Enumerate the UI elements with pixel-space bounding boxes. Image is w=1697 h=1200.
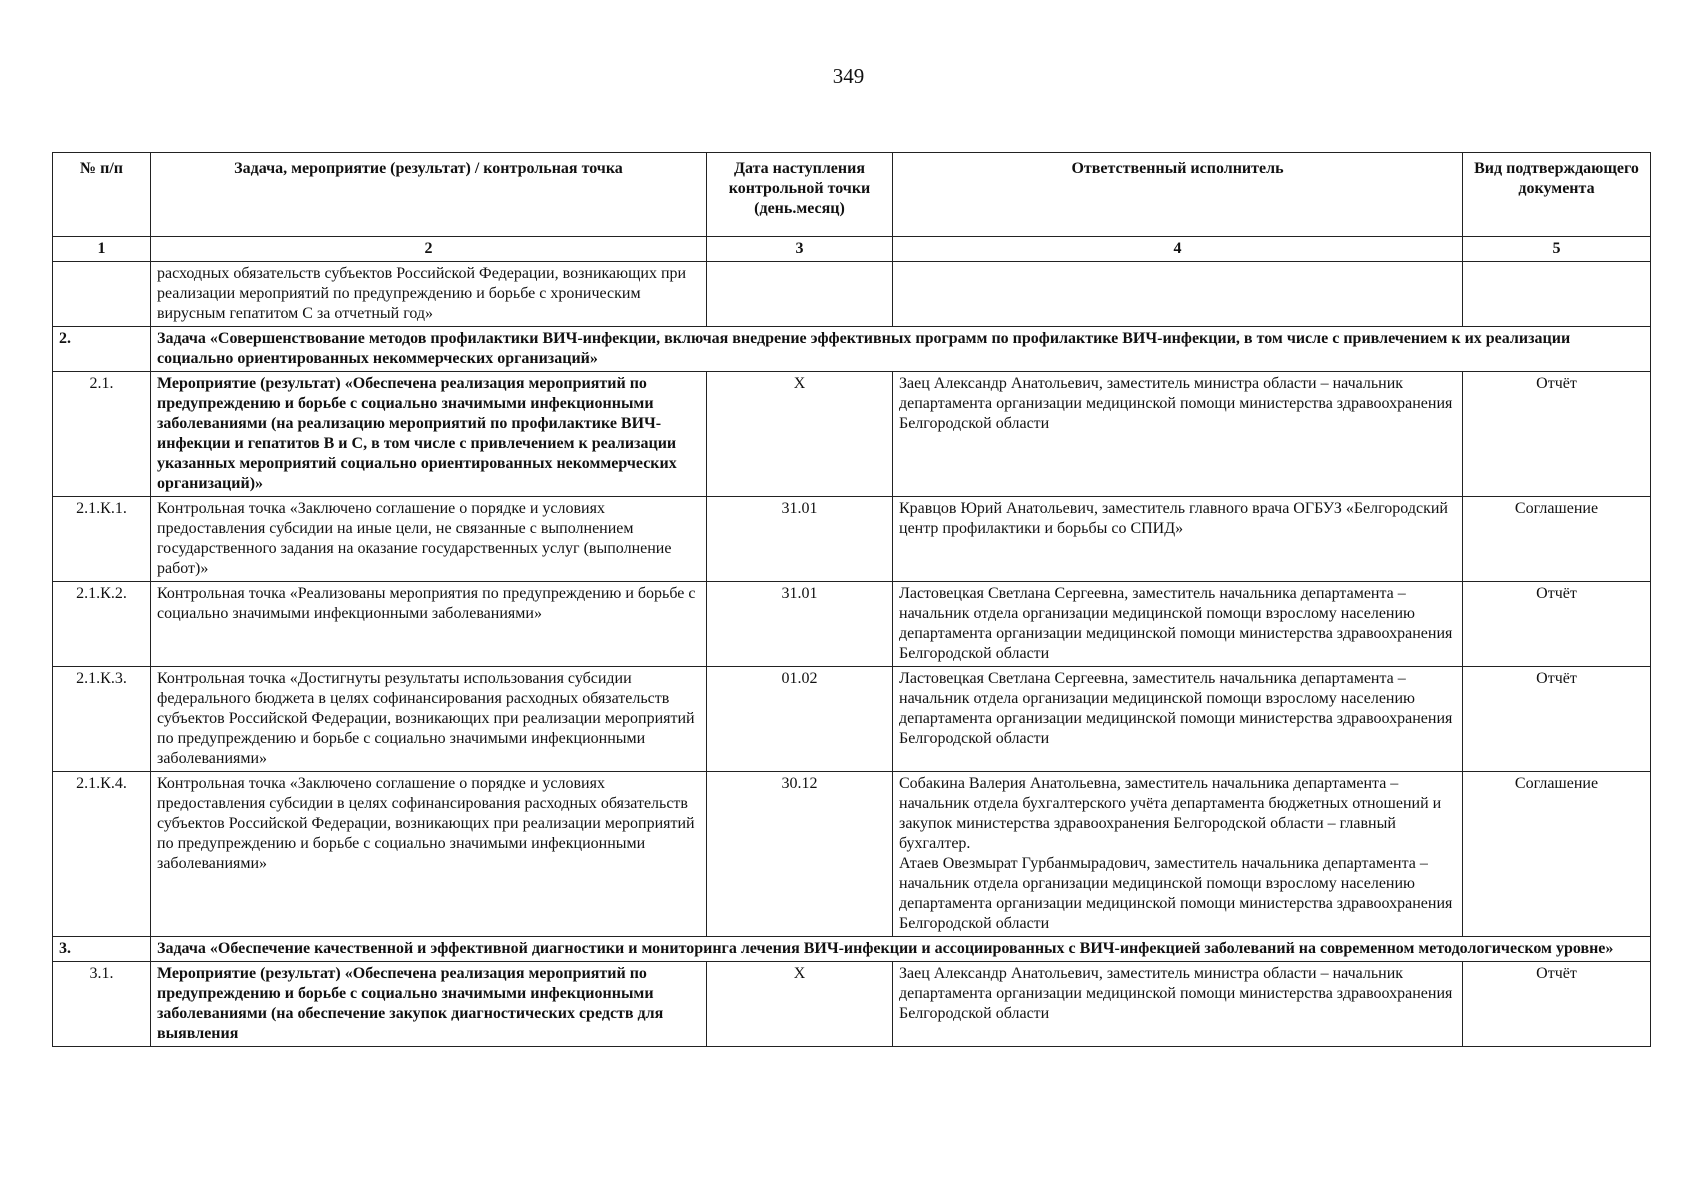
- row-executor: Ластовецкая Светлана Сергеевна, заместитель начальника департамента – начальник отдела организации медицинской помощи взрослому населению департамента организации медицинской помощи министерства здравоохранения Белгородской области: [893, 667, 1463, 772]
- task-row: [53, 937, 1651, 962]
- row-text: Мероприятие (результат) «Обеспечена реализация мероприятий по предупреждению и борьбе с социально значимыми инфекционными заболеваниями (на обеспечение закупок диагностических средств для выявления: [151, 962, 707, 1047]
- row-date: Х: [707, 372, 893, 497]
- control-points-table: [52, 152, 1651, 1047]
- row-text: Мероприятие (результат) «Обеспечена реализация мероприятий по предупреждению и борьбе с социально значимыми инфекционными заболеваниями (на реализацию мероприятий по профилактике ВИЧ-инфекции и гепатитов В и С, в том числе с привлечением к реализации указанных мероприятий социально ориентированных некоммерческих организаций)»: [151, 372, 707, 497]
- executor-entry: Атаев Овезмырат Гурбанмырадович, заместитель начальника департамента – начальник отдела организации медицинской помощи взрослому населению департамента организации медицинской помощи министерства здравоохранения Белгородской области: [899, 855, 1453, 932]
- task-text: Задача «Совершенствование методов профилактики ВИЧ-инфекции, включая внедрение эффективных программ по профилактике ВИЧ-инфекции, в том числе с привлечением к их реализации социально ориентированных некоммерческих организаций»: [151, 327, 1651, 372]
- column-number: 2: [151, 237, 707, 262]
- table-row: [53, 262, 1651, 327]
- column-number-row: [53, 237, 1651, 262]
- table-row: [53, 667, 1651, 772]
- row-text: расходных обязательств субъектов Российской Федерации, возникающих при реализации мероприятий по предупреждению и борьбе с хроническим вирусным гепатитом С за отчетный год»: [151, 262, 707, 327]
- header-number: № п/п: [53, 153, 151, 237]
- row-date: 31.01: [707, 582, 893, 667]
- row-number: 3.1.: [53, 962, 151, 1047]
- row-number: 2.1.К.3.: [53, 667, 151, 772]
- row-document: Соглашение: [1463, 497, 1651, 582]
- row-executor: [893, 772, 1463, 937]
- header-executor: Ответственный исполнитель: [893, 153, 1463, 237]
- task-number: 2.: [53, 327, 151, 372]
- table-row: [53, 582, 1651, 667]
- row-number: 2.1.: [53, 372, 151, 497]
- row-number: 2.1.К.2.: [53, 582, 151, 667]
- row-date: 31.01: [707, 497, 893, 582]
- header-date: Дата наступления контрольной точки (день.месяц): [707, 153, 893, 237]
- header-task: Задача, мероприятие (результат) / контрольная точка: [151, 153, 707, 237]
- column-number: 3: [707, 237, 893, 262]
- task-text: Задача «Обеспечение качественной и эффективной диагностики и мониторинга лечения ВИЧ-инфекции и ассоциированных с ВИЧ-инфекцией заболеваний на современном методологическом уровне»: [151, 937, 1651, 962]
- column-number: 1: [53, 237, 151, 262]
- row-executor: Заец Александр Анатольевич, заместитель министра области – начальник департамента организации медицинской помощи министерства здравоохранения Белгородской области: [893, 962, 1463, 1047]
- header-document: Вид подтверждающего документа: [1463, 153, 1651, 237]
- row-document: Отчёт: [1463, 372, 1651, 497]
- row-text: Контрольная точка «Реализованы мероприятия по предупреждению и борьбе с социально значимыми инфекционными заболеваниями»: [151, 582, 707, 667]
- task-number: 3.: [53, 937, 151, 962]
- table-row: [53, 497, 1651, 582]
- executor-entry: Собакина Валерия Анатольевна, заместитель начальника департамента – начальник отдела бухгалтерского учёта департамента бюджетных отношений и закупок министерства здравоохранения Белгородской области – главный бухгалтер.: [899, 775, 1442, 852]
- row-date: 30.12: [707, 772, 893, 937]
- row-date: Х: [707, 962, 893, 1047]
- row-number: 2.1.К.4.: [53, 772, 151, 937]
- table-row: [53, 372, 1651, 497]
- page-number: 349: [832, 64, 865, 88]
- table-header-row: [53, 153, 1651, 237]
- row-document: [1463, 262, 1651, 327]
- column-number: 5: [1463, 237, 1651, 262]
- row-document: Отчёт: [1463, 962, 1651, 1047]
- row-number: [53, 262, 151, 327]
- row-text: Контрольная точка «Достигнуты результаты использования субсидии федерального бюджета в целях софинансирования расходных обязательств субъектов Российской Федерации, возникающих при реализации мероприятий по предупреждению и борьбе с социально значимыми инфекционными заболеваниями»: [151, 667, 707, 772]
- row-number: 2.1.К.1.: [53, 497, 151, 582]
- task-row: [53, 327, 1651, 372]
- row-executor: Заец Александр Анатольевич, заместитель министра области – начальник департамента организации медицинской помощи министерства здравоохранения Белгородской области: [893, 372, 1463, 497]
- table-row: [53, 772, 1651, 937]
- row-date: [707, 262, 893, 327]
- row-document: Отчёт: [1463, 667, 1651, 772]
- row-document: Соглашение: [1463, 772, 1651, 937]
- row-text: Контрольная точка «Заключено соглашение о порядке и условиях предоставления субсидии в целях софинансирования расходных обязательств субъектов Российской Федерации, возникающих при реализации мероприятий по предупреждению и борьбе с социально значимыми инфекционными заболеваниями»: [151, 772, 707, 937]
- row-document: Отчёт: [1463, 582, 1651, 667]
- row-executor: [893, 262, 1463, 327]
- column-number: 4: [893, 237, 1463, 262]
- row-executor: Ластовецкая Светлана Сергеевна, заместитель начальника департамента – начальник отдела организации медицинской помощи взрослому населению департамента организации медицинской помощи министерства здравоохранения Белгородской области: [893, 582, 1463, 667]
- row-text: Контрольная точка «Заключено соглашение о порядке и условиях предоставления субсидии на иные цели, не связанные с выполнением государственного задания на оказание государственных услуг (выполнение работ)»: [151, 497, 707, 582]
- row-date: 01.02: [707, 667, 893, 772]
- table-row: [53, 962, 1651, 1047]
- row-executor: Кравцов Юрий Анатольевич, заместитель главного врача ОГБУЗ «Белгородский центр профилактики и борьбы со СПИД»: [893, 497, 1463, 582]
